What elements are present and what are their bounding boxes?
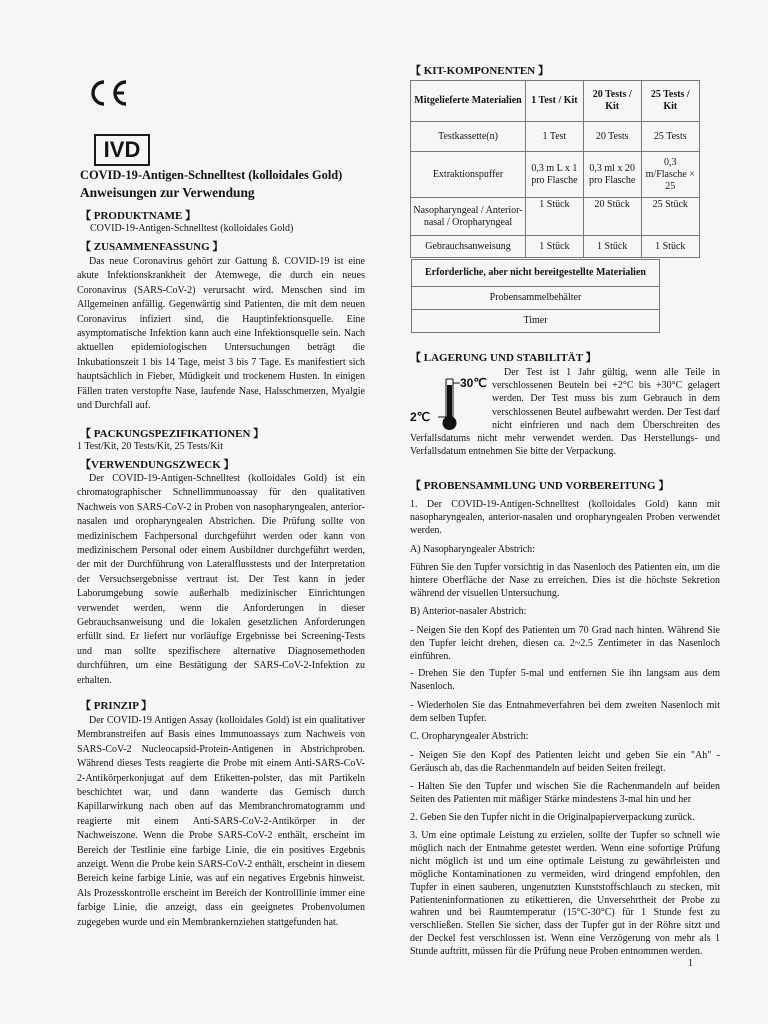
kit-heading: 【 KIT-KOMPONENTEN 】 (410, 65, 549, 77)
table-row (411, 236, 700, 258)
table-cell: 25 Tests (641, 122, 699, 152)
table-cell: Gebrauchsanweisung (411, 236, 526, 258)
produktname-text: COVID-19-Antigen-Schnelltest (kolloidales Gold) (90, 223, 294, 234)
table-cell: 0,3 m/Flasche × 25 (641, 152, 699, 198)
probensammlung-p3: 3. Um eine optimale Leistung zu erzielen, sollte der Tupfer so schnell wie möglich nach der Entnahme getestet werden. Wenn eine sofortige Prüfung nicht möglich ist und um eine optimale Leistung zu gewährleisten und mögliche Kontaminationen zu vermeiden, wird dringend empfohlen, den Tupfer in einen sauberen, ungenutzten Kunststoffschlauch zu stecken, mit Patienteninformationen zu etikettieren, die Unversehrtheit der Probe zu wahren und bei Raumtemperatur (15°C-30°C) für 1 Stunde fest zu verschließen. Stellen Sie sicher, dass der Tupfer gut in der Röhre sitzt und der Deckel fest verschlossen ist. Wenn eine Verzögerung von mehr als 1 Stunde auftritt, müssen für die Prüfung neue Proben entnommen werden. (410, 830, 720, 958)
ce-mark-logo (85, 78, 129, 108)
table-cell: Testkassette(n) (411, 122, 526, 152)
section-a-text: Führen Sie den Tupfer vorsichtig in das Nasenloch des Patienten ein, um die hintere Oberfläche der Nase zu erreichen. Dies ist die höchste Sekretion während der visuellen Untersuchung. (410, 562, 720, 600)
table-cell: 1 Test (526, 122, 584, 152)
table-cell: 1 Stück (526, 198, 584, 236)
table-cell: 20 Stück (583, 198, 641, 236)
kit-table-header-row (411, 81, 700, 122)
table-cell: Timer (412, 310, 660, 333)
produktname-heading: 【 PRODUKTNAME 】 (80, 210, 197, 222)
prinzip-heading: 【 PRINZIP 】 (80, 700, 153, 712)
table-cell: 1 Stück (526, 236, 584, 258)
table-cell: 20 Tests (583, 122, 641, 152)
table-cell: Probensammelbehälter (412, 287, 660, 310)
storage-text (410, 366, 720, 458)
verwendungszweck-heading: 【VERWENDUNGSZWECK 】 (80, 459, 235, 471)
section-b-step-2: - Drehen Sie den Tupfer 5-mal und entfernen Sie ihn langsam aus dem Nasenloch. (410, 668, 720, 693)
prinzip-text: Der COVID-19 Antigen Assay (kolloidales Gold) ist ein qualitativer Membranstreifen auf Basis eines Immunoassays zum Nachweis von SARS-CoV-2 Nucleocapsid-Protein-Antigenen in Abstrichproben. Während dieses Tests reagierte die Probe mit einem Anti-SARS-CoV-2-Antikörperkonjugat auf dem Etiketten-polster, das mit Partikeln beschichtet war, und dann wanderte das Gemisch durch Kapillarwirkung nach oben auf das Membranchromatogramm und reagierte mit einem Anti-SARS-CoV-2-Antikörper in der Nachweiszone. Wenn die Probe SARS-CoV-2 enthält, erscheint im Bereich der Testlinie eine farbige Linie, die ein positives Ergebnis anzeigt. Wenn die Probe kein SARS-CoV-2 enthält, erscheint in diesem Bereich keine farbige Linie, was auf ein negatives Ergebnis hinweist. Als Prozesskontrolle erscheint im Bereich der Kontrolllinie immer eine farbige Linie, die anzeigt, dass ein geeignetes Probenvolumen zugegeben wurde und ein Membrankernziehen stattgefunden hat. (77, 715, 365, 928)
required-materials-header: Erforderliche, aber nicht bereitgestellte Materialien (412, 260, 660, 287)
document-title: COVID-19-Antigen-Schnelltest (kolloidales Gold) (80, 168, 343, 182)
kit-header-1-test: 1 Test / Kit (526, 81, 584, 122)
kit-header-materials: Mitgelieferte Materialien (411, 81, 526, 122)
kit-components-table (410, 80, 700, 258)
zusammenfassung-text: Das neue Coronavirus gehört zur Gattung ß. COVID-19 ist eine akute Infektionskrankheit der Atemwege, die durch ein neues Coronavirus (SARS-CoV-2) verursacht wird. Menschen sind im Allgemeinen anfällig. Gegenwärtig sind Patienten, die mit dem neuen Coronavirus infiziert sind, die Hauptinfektionsquelle. Eine asymptomatische Infektion kann auch eine Infektionsquelle sein. Nach aktuellen epidemiologischen Untersuchungen beträgt die Inkubationszeit 1 bis 14 Tage, meist 3 bis 7 Tage. Es manifestiert sich hauptsächlich in Fieber, Müdigkeit und trockenem Husten. In einigen Fällen traten verstopfte Nase, laufende Nase, Halsschmerzen, Myalgie und Durchfall auf. (77, 256, 365, 412)
table-row (411, 152, 700, 198)
table-cell: 1 Stück (583, 236, 641, 258)
table-cell: Nasopharyngeal / Anterior-nasal / Oropharyngeal (411, 198, 526, 236)
table-cell: 25 Stück (641, 198, 699, 236)
table-cell: 1 Stück (641, 236, 699, 258)
ivd-badge: IVD (94, 134, 150, 166)
temp-low-label: 2℃ (410, 410, 431, 424)
probensammlung-p2: 2. Geben Sie den Tupfer nicht in die Originalpapierverpackung zurück. (410, 812, 695, 823)
table-cell: 0,3 ml x 20 pro Flasche (583, 152, 641, 198)
packungsspezifikationen-text: 1 Test/Kit, 20 Tests/Kit, 25 Tests/Kit (77, 441, 223, 452)
section-a-title: A) Nasopharyngealer Abstrich: (410, 544, 535, 555)
zusammenfassung-heading: 【 ZUSAMMENFASSUNG 】 (80, 241, 224, 253)
section-b-step-1: - Neigen Sie den Kopf des Patienten um 70 Grad nach hinten. Während Sie den Tupfer leicht drehen, diesen ca. 2~2.5 Zentimeter in das Nasenloch einführen. (410, 625, 720, 663)
section-b-step-3: - Wiederholen Sie das Entnahmeverfahren bei dem zweiten Nasenloch mit dem selben Tupfer. (410, 700, 720, 725)
required-materials-table (411, 259, 660, 333)
table-cell: Extraktionspuffer (411, 152, 526, 198)
kit-header-20-tests: 20 Tests / Kit (583, 81, 641, 122)
section-b-title: B) Anterior-nasaler Abstrich: (410, 606, 527, 617)
table-row (411, 122, 700, 152)
probensammlung-heading: 【 PROBENSAMMLUNG UND VORBEREITUNG 】 (410, 480, 670, 492)
probensammlung-p1: 1. Der COVID-19-Antigen-Schnelltest (kolloidales Gold) kann mit nasopharyngealen, anterior-nasalen und oropharyngealen Proben verwendet werden. (410, 499, 720, 537)
section-c-step-2: - Halten Sie den Tupfer und wischen Sie die Rachenmandeln auf beiden Seiten des Patienten mit mäßiger Stärke mindestens 3-mal hin und her (410, 781, 720, 806)
section-c-title: C. Oropharyngealer Abstrich: (410, 731, 529, 742)
page-number: 1 (688, 958, 693, 969)
temp-high-label: 30℃ (460, 376, 487, 390)
kit-header-25-tests: 25 Tests / Kit (641, 81, 699, 122)
document-subtitle: Anweisungen zur Verwendung (80, 185, 255, 200)
section-c-step-1: - Neigen Sie den Kopf des Patienten leicht und geben Sie ein "Ah" - Geräusch ab, das die Rachenmandeln auf beiden Seiten freilegt. (410, 750, 720, 775)
table-row (411, 198, 700, 236)
table-cell: 0,3 m L x 1 pro Flasche (526, 152, 584, 198)
storage-paragraph: Der Test ist 1 Jahr gültig, wenn alle Teile in verschlossenen Beuteln bei +2°C bis +30°C gelagert werden. Der Test muss bis zum Gebrauch in dem verschlossenen Beutel aufbewahrt werden. Der Test darf nicht einfrieren und nach dem Überschreiten des Verfallsdatums nicht mehr verwendet werden. Das Herstellungs- und Verfallsdatum entnehmen Sie bitte der Verpackung. (410, 367, 720, 458)
packungsspezifikationen-heading: 【 PACKUNGSPEZIFIKATIONEN 】 (80, 428, 265, 440)
verwendungszweck-text: Der COVID-19-Antigen-Schnelltest (kolloidales Gold) ist ein chromatographischer Schnellimmunoassay für den qualitativen Nachweis von SARS-CoV-2 in Proben von nasopharyngealen, anterior-nasalen und oropharyngealen Abstrichen. Die Prüfung sollte von medizinischem Fachpersonal durchgeführt werden oder kann von medizinischem Personal oder einem Ausbildner durchgeführt werden, der mit der Durchführung von Lateralflusstests und der Interpretation der Versuchsergebnisse vertraut ist. Der Test kann in jeder Laborumgebung sowie außerhalb medizinischer Einrichtungen verwendet werden, wenn die Anforderungen in dieser Gebrauchsanweisung und die lokalen gesetzlichen Anforderungen erfüllt sind. Er liefert nur vorläufige Ergebnisse bei Screening-Tests und man sollte spezifischere alternative Diagnosemethoden durchführen, um eine Bestätigung der SARS-CoV-2-Infektion zu erhalten. (77, 473, 365, 686)
storage-heading: 【 LAGERUNG UND STABILITÄT 】 (410, 352, 597, 364)
